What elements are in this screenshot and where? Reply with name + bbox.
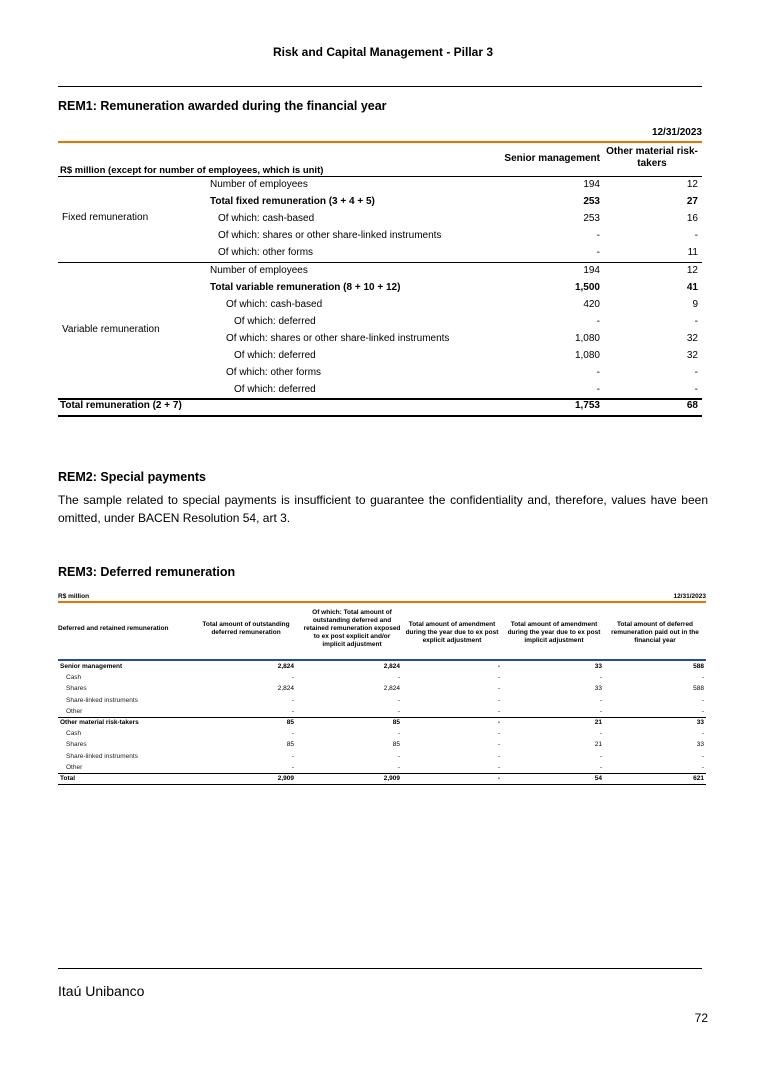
rem1-row-senior-value: - <box>596 247 600 258</box>
rem1-row <box>208 331 702 348</box>
rem1-row-other-value: 32 <box>686 333 698 344</box>
rem3-cell: - <box>497 707 500 715</box>
rem3-row <box>58 717 706 728</box>
rem3-accent-line <box>58 601 706 603</box>
rem1-row-label: Number of employees <box>210 179 308 190</box>
rem3-title: REM3: Deferred remuneration <box>58 565 236 579</box>
rem3-cell: 2,824 <box>277 685 294 693</box>
rem1-bottom-line <box>58 415 702 417</box>
rem1-row-label: Of which: deferred <box>234 384 316 395</box>
rem1-row-senior-value: 253 <box>583 196 600 207</box>
rem1-row-senior-value: 194 <box>583 265 600 276</box>
rem1-row <box>208 177 702 194</box>
rem3-cell: - <box>599 730 602 738</box>
rem3-row <box>58 773 706 784</box>
page-title: Risk and Capital Management - Pillar 3 <box>272 45 494 59</box>
rem3-cell: 2,824 <box>383 663 400 670</box>
rem3-cell: - <box>497 663 500 670</box>
rem1-column-label: R$ million (except for number of employees, which is unit) <box>60 165 324 176</box>
rem3-cell: 33 <box>594 685 602 693</box>
rem1-row-label: Total fixed remuneration (3 + 4 + 5) <box>210 196 375 207</box>
rem3-row-label: Share-linked instruments <box>66 752 138 760</box>
rem3-cell: - <box>397 752 400 760</box>
rem1-group-variable: Variable remuneration <box>62 324 160 335</box>
rem3-cell: 588 <box>693 663 704 670</box>
rem3-row-label: Cash <box>66 674 82 682</box>
rem3-row-label: Other <box>66 707 83 715</box>
rem3-cell: 33 <box>696 719 704 726</box>
rem1-row-senior-value: 1,080 <box>574 350 600 361</box>
rem1-row-senior-value: 194 <box>583 179 600 190</box>
rem3-cell: - <box>291 752 294 760</box>
footer-divider <box>58 968 702 969</box>
rem1-header-senior: Senior management <box>504 153 600 164</box>
rem3-row-label: Shares <box>66 741 87 749</box>
rem3-cell: - <box>701 730 704 738</box>
rem1-row-other-value: - <box>694 316 698 327</box>
rem3-row-label: Total <box>60 775 76 782</box>
rem3-row-label: Shares <box>66 685 87 693</box>
rem3-cell: - <box>291 763 294 771</box>
rem3-row <box>58 661 706 672</box>
rem3-cell: - <box>291 730 294 738</box>
rem3-header-2: Of which: Total amount of outstanding deferred and retained remuneration exposed to ex post explicit and/or implicit adjustment <box>303 609 401 648</box>
rem1-row-other-value: 12 <box>686 179 698 190</box>
rem3-row <box>58 683 706 694</box>
rem1-row-other-value: 9 <box>692 299 698 310</box>
rem3-cell: - <box>291 707 294 715</box>
rem3-cell: - <box>291 674 294 682</box>
rem1-row <box>208 348 702 365</box>
rem1-title: REM1: Remuneration awarded during the financial year <box>58 99 387 113</box>
rem3-cell: - <box>397 674 400 682</box>
rem3-cell: - <box>497 674 500 682</box>
rem1-row-senior-value: - <box>596 316 600 327</box>
rem3-cell: - <box>497 741 500 749</box>
rem1-row <box>208 194 702 211</box>
rem3-cell: - <box>397 696 400 704</box>
rem1-row-label: Of which: other forms <box>226 367 322 378</box>
rem1-row-senior-value: 253 <box>583 213 600 224</box>
rem1-row-other-value: 16 <box>686 213 698 224</box>
rem1-row-label: Of which: cash-based <box>226 299 323 310</box>
rem1-total-other: 68 <box>686 400 698 411</box>
rem1-row <box>208 365 702 382</box>
rem1-row-senior-value: 1,080 <box>574 333 600 344</box>
rem3-cell: - <box>397 730 400 738</box>
rem3-unit: R$ million <box>58 593 90 600</box>
rem3-cell: 621 <box>693 775 704 782</box>
rem1-row-label: Number of employees <box>210 265 308 276</box>
rem1-total-label: Total remuneration (2 + 7) <box>60 400 182 411</box>
rem3-cell: 85 <box>392 741 400 749</box>
rem3-cell: 2,909 <box>383 775 400 782</box>
rem3-cell: 21 <box>594 741 602 749</box>
rem3-cell: - <box>497 730 500 738</box>
rem3-cell: - <box>291 696 294 704</box>
rem3-cell: - <box>599 674 602 682</box>
rem3-cell: - <box>497 763 500 771</box>
rem3-cell: 33 <box>696 741 704 749</box>
rem3-header-1: Total amount of outstanding deferred remuneration <box>202 621 290 636</box>
rem3-cell: - <box>397 763 400 771</box>
rem1-row-label: Of which: deferred <box>234 350 316 361</box>
rem1-accent-line <box>58 141 702 143</box>
rem3-cell: 588 <box>693 685 704 693</box>
rem3-cell: - <box>701 696 704 704</box>
rem1-row-other-value: 41 <box>686 282 698 293</box>
rem2-text: The sample related to special payments is insufficient to guarantee the confidentiality and, therefore, values have been omitted, under BACEN Resolution 54, art 3. <box>58 493 708 525</box>
rem1-row <box>208 280 702 297</box>
rem1-row-other-value: - <box>694 384 698 395</box>
rem3-cell: - <box>497 696 500 704</box>
rem3-cell: 2,824 <box>383 685 400 693</box>
rem3-date: 12/31/2023 <box>673 593 706 600</box>
rem1-row-label: Of which: shares or other share-linked instruments <box>226 333 450 344</box>
rem3-row-label: Other material risk-takers <box>60 719 139 726</box>
rem3-header-5: Total amount of deferred remuneration paid out in the financial year <box>611 621 699 644</box>
rem3-row <box>58 739 706 750</box>
rem1-row-other-value: 27 <box>686 196 698 207</box>
rem3-cell: 85 <box>392 719 400 726</box>
rem3-cell: - <box>397 707 400 715</box>
rem1-row-label: Of which: deferred <box>234 316 316 327</box>
rem3-cell: - <box>497 775 500 782</box>
rem3-cell: 2,824 <box>277 663 294 670</box>
rem1-header-other: Other material risk-takers <box>606 146 698 169</box>
footer-brand: Itaú Unibanco <box>58 983 145 999</box>
rem2-title: REM2: Special payments <box>58 470 206 484</box>
rem3-cell: - <box>701 707 704 715</box>
rem1-row-senior-value: - <box>596 230 600 241</box>
rem3-row <box>58 695 706 706</box>
rem1-row-label: Of which: other forms <box>218 247 314 258</box>
rem3-cell: - <box>701 674 704 682</box>
rem1-row <box>208 297 702 314</box>
rem1-row-other-value: 11 <box>687 247 698 258</box>
rem1-row <box>208 228 702 245</box>
rem3-bottom-line <box>58 784 706 785</box>
rem3-cell: - <box>497 719 500 726</box>
rem3-cell: - <box>599 752 602 760</box>
rem1-row-senior-value: 1,500 <box>574 282 600 293</box>
rem3-cell: 54 <box>594 775 602 782</box>
rem3-cell: - <box>599 763 602 771</box>
rem1-total-senior: 1,753 <box>574 400 600 411</box>
rem1-row-senior-value: - <box>596 384 600 395</box>
rem1-row-senior-value: 420 <box>583 299 600 310</box>
rem1-row-label: Of which: shares or other share-linked instruments <box>218 230 442 241</box>
rem3-cell: - <box>599 707 602 715</box>
rem1-row <box>208 263 702 280</box>
rem1-row <box>208 245 702 262</box>
rem3-row-label: Share-linked instruments <box>66 696 138 704</box>
rem3-row <box>58 762 706 773</box>
rem3-cell: - <box>701 763 704 771</box>
rem3-row <box>58 672 706 683</box>
rem1-row-other-value: - <box>694 367 698 378</box>
rem3-row-label: Other <box>66 763 83 771</box>
rem1-row-other-value: 32 <box>686 350 698 361</box>
page-number: 72 <box>694 1011 708 1025</box>
rem3-row <box>58 728 706 739</box>
rem1-row-other-value: 12 <box>686 265 698 276</box>
rem3-header-4: Total amount of amendment during the year due to ex post implicit adjustment <box>507 621 601 644</box>
rem3-row-label: Cash <box>66 730 82 738</box>
rem3-cell: - <box>701 752 704 760</box>
rem1-row-label: Total variable remuneration (8 + 10 + 12) <box>210 282 401 293</box>
rem3-cell: 21 <box>594 719 602 726</box>
rem3-cell: - <box>497 685 500 693</box>
rem1-row <box>208 211 702 228</box>
rem1-row-label: Of which: cash-based <box>218 213 315 224</box>
rem3-row-label: Senior management <box>60 663 123 670</box>
rem3-cell: 33 <box>594 663 602 670</box>
rem3-cell: 2,909 <box>277 775 294 782</box>
rem3-header-3: Total amount of amendment during the year due to ex post explicit adjustment <box>405 621 499 644</box>
header-divider <box>58 86 702 87</box>
rem3-row <box>58 751 706 762</box>
rem1-row-senior-value: - <box>596 367 600 378</box>
rem3-cell: - <box>599 696 602 704</box>
rem3-cell: - <box>497 752 500 760</box>
rem3-row <box>58 706 706 717</box>
rem3-cell: 85 <box>286 741 294 749</box>
rem3-header-0: Deferred and retained remuneration <box>58 625 169 632</box>
rem1-row-other-value: - <box>694 230 698 241</box>
rem1-row <box>208 314 702 331</box>
rem1-date: 12/31/2023 <box>651 127 702 138</box>
rem3-cell: 85 <box>286 719 294 726</box>
rem1-group-fixed: Fixed remuneration <box>62 212 149 223</box>
rem1-row <box>208 382 702 399</box>
